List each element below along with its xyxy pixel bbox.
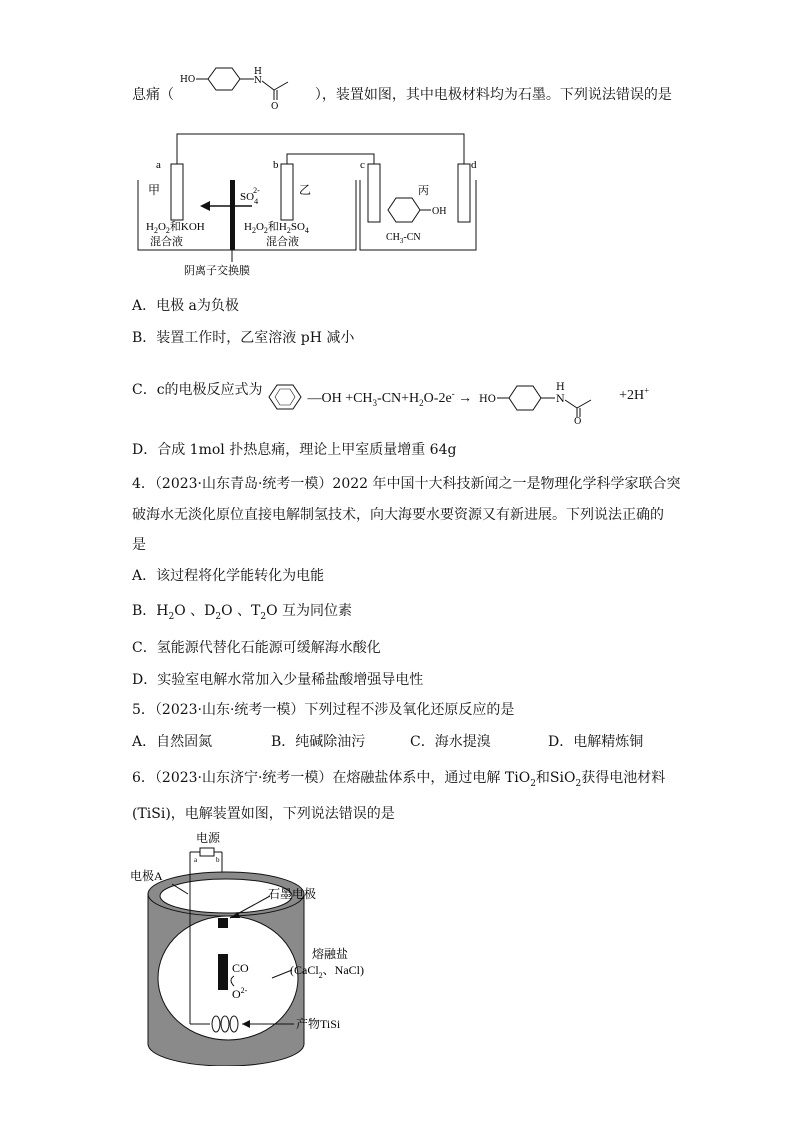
q5-option-a: A．自然固氮 <box>132 734 213 750</box>
svg-text:H: H <box>555 382 565 393</box>
mid-solution: $H_2O_2$和$H_2SO_4$ <box>244 221 309 235</box>
q5-option-d: D．电解精炼铜 <box>548 734 644 750</box>
q5-option-b: B．纯碱除油污 <box>271 734 366 750</box>
left-solution: $H_2O_2$和KOH <box>146 221 205 235</box>
acetonitrile: $CH_3-CN$ <box>386 232 421 245</box>
membrane-label: 阴离子交换膜 <box>184 265 250 277</box>
molten-label: 熔融盐 <box>312 947 349 961</box>
power-source <box>200 848 214 856</box>
paracetamol-inline <box>477 380 615 424</box>
q3-c-pre: C．c的电极反应式为 <box>132 382 263 398</box>
svg-text:a: a <box>194 856 198 864</box>
svg-text:b: b <box>216 856 220 864</box>
q4-option-b: B．$H_2O$ 、$D_2O$ 、$T_2O$ 互为同位素 <box>132 603 353 622</box>
mol-ho: HO <box>180 75 196 85</box>
q3-intro-line <box>132 67 672 110</box>
co-label: CO <box>232 961 249 975</box>
power-label: 电源 <box>196 831 221 845</box>
salts-label: (CaCl$_2$、NaCl) <box>290 963 364 980</box>
svg-text:O: O <box>573 417 582 424</box>
product-label: 产物TiSi <box>296 1017 341 1031</box>
q4-stem-line1: 4．（2023·山东青岛·统考一模）2022 年中国十大科技新闻之一是物理化学科学家联合突 <box>132 476 681 492</box>
so4-label: $SO_42-$ <box>240 186 260 206</box>
q5-stem: 5．（2023·山东·统考一模）下列过程不涉及氧化还原反应的是 <box>132 702 515 718</box>
q4-stem-line3: 是 <box>132 537 146 553</box>
q3-option-d: D．合成 1mol 扑热息痛，理论上甲室质量增重 64g <box>132 442 457 458</box>
paracetamol-structure <box>178 66 310 110</box>
room-bing: 丙 <box>418 185 429 197</box>
label-d: d <box>471 159 477 171</box>
q3-c-mid: —OH $+CH_3-CN+H_2O-2e^-$ → <box>307 388 473 408</box>
wire-ad <box>177 134 464 166</box>
phenol-ring <box>388 198 420 222</box>
electrode-a-label: 电极A <box>130 869 163 883</box>
q6-stem-line2: (TiSi)，电解装置如图，下列说法错误的是 <box>132 806 395 822</box>
electrode-d <box>458 164 470 222</box>
label-a: a <box>156 159 161 171</box>
electrolysis-figure-2 <box>130 826 390 1066</box>
o2-label: $O^{2-}$ <box>232 986 248 1001</box>
q3-intro-pre: 息痛（ <box>132 87 174 103</box>
apparatus-figure-1 <box>134 128 484 278</box>
q6-stem-line1: 6．（2023·山东济宁·统考一模）在熔融盐体系中，通过电解 TiO$_2$和SiO$_2$获得电池材料 <box>132 770 666 789</box>
label-b: b <box>273 159 279 171</box>
svg-text:HO: HO <box>478 394 496 405</box>
electrode-a <box>171 164 183 220</box>
q5-option-c: C．海水提溴 <box>410 734 491 750</box>
q3-option-b: B．装置工作时，乙室溶液 pH 减小 <box>132 330 355 346</box>
electrode-c <box>368 164 380 222</box>
q3-c-end: +2H+ <box>619 385 650 403</box>
mol-h: H <box>254 67 263 77</box>
q4-option-d: D．实验室电解水常加入少量稀盐酸增强导电性 <box>132 672 424 688</box>
svg-text:N: N <box>555 394 565 405</box>
q4-option-c: C．氢能源代替化石能源可缓解海水酸化 <box>132 640 381 656</box>
mol-o: O <box>271 102 279 110</box>
q4-stem-line2: 破海水无淡化原位直接电解制氢技术，向大海要水要资源又有新进展。下列说法正确的 <box>132 507 664 523</box>
room-yi: 乙 <box>299 183 312 197</box>
graphite-label: 石墨电极 <box>268 887 317 901</box>
label-c: c <box>360 159 365 171</box>
q3-option-c <box>132 380 649 424</box>
left-mix: 混合液 <box>150 236 183 248</box>
graphite-electrode-rod <box>218 954 228 990</box>
phenol-oh: OH <box>432 206 447 217</box>
anion-membrane <box>230 180 235 250</box>
q4-option-a: A．该过程将化学能转化为电能 <box>132 568 325 584</box>
electrode-b <box>281 164 293 220</box>
q3-option-a: A．电极 a为负极 <box>132 298 239 314</box>
q3-intro-post: ），装置如图，其中电极材料均为石墨。下列说法错误的是 <box>314 87 672 103</box>
graphite-electrode-top <box>218 918 228 928</box>
mol-n: N <box>254 76 263 86</box>
mid-mix: 混合液 <box>266 236 299 248</box>
room-jia: 甲 <box>148 183 161 197</box>
